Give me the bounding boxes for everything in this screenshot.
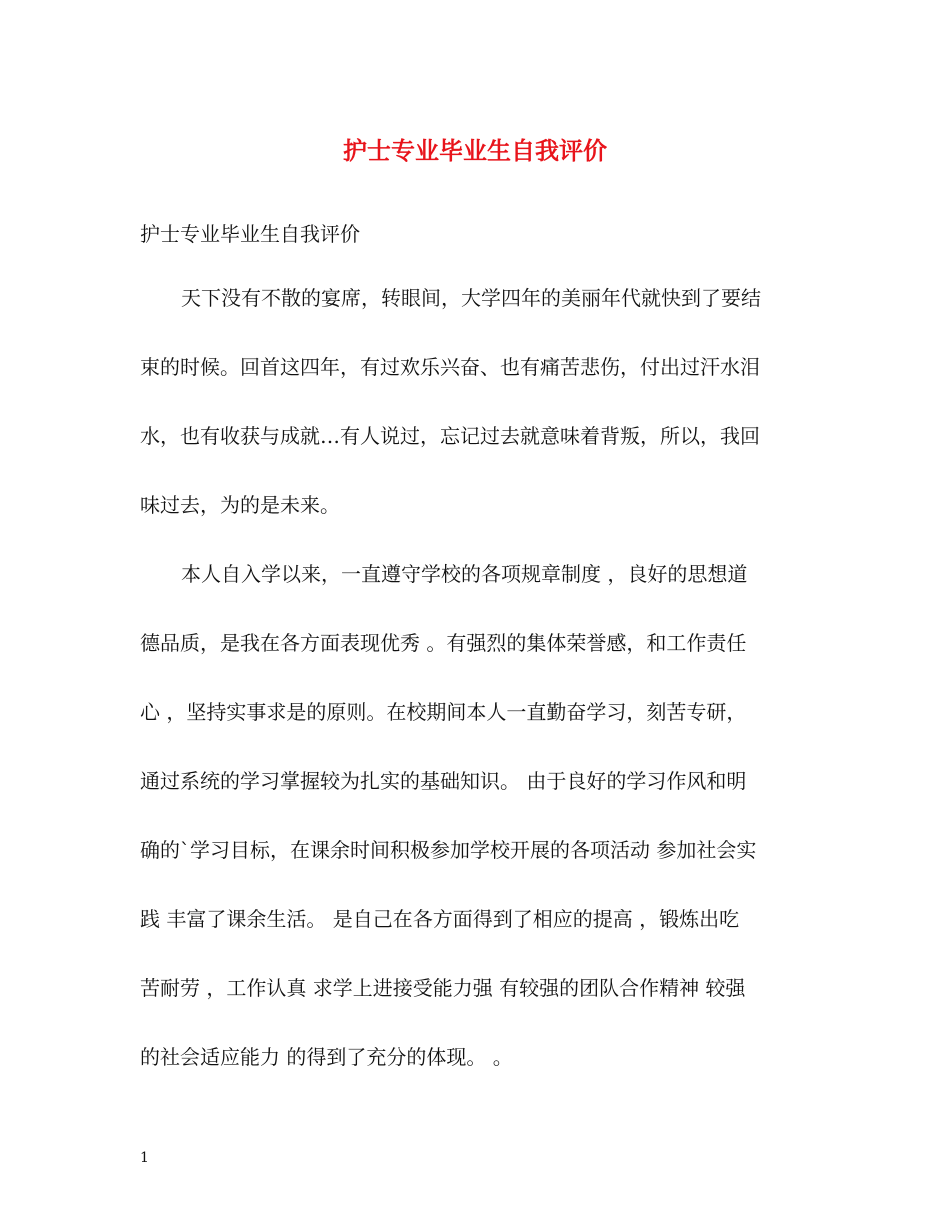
paragraph-line: 德品质，是我在各方面表现优秀 。有强烈的集体荣誉感，和工作责任	[140, 631, 747, 655]
paragraph-line: 味过去，为的是未来。	[140, 493, 340, 517]
document-title: 护士专业毕业生自我评价	[343, 136, 607, 165]
paragraph-line: 本人自入学以来，一直遵守学校的各项规章制度 ，良好的思想道	[181, 562, 748, 586]
paragraph-line: 践 丰富了课余生活。 是自己在各方面得到了相应的提高 ，锻炼出吃	[140, 907, 740, 931]
paragraph-line: 天下没有不散的宴席，转眼间，大学四年的美丽年代就快到了要结	[181, 286, 761, 310]
paragraph-line: 水，也有收获与成就…有人说过，忘记过去就意味着背叛，所以，我回	[140, 424, 760, 448]
paragraph-line: 通过系统的学习掌握较为扎实的基础知识。 由于良好的学习作风和明	[140, 769, 747, 793]
paragraph-line: 心 ，坚持实事求是的原则。在校期间本人一直勤奋学习，刻苦专研，	[140, 700, 747, 724]
paragraph-line: 确的`学习目标，在课余时间积极参加学校开展的各项活动 参加社会实	[140, 838, 757, 862]
paragraph-line: 苦耐劳 ，工作认真 求学上进接受能力强 有较强的团队合作精神 较强	[140, 976, 746, 1000]
paragraph-line: 束的时候。回首这四年，有过欢乐兴奋、也有痛苦悲伤，付出过汗水泪	[140, 355, 760, 379]
page-number: 1	[140, 1150, 149, 1166]
paragraph-line: 的社会适应能力 的得到了充分的体现。 。	[140, 1045, 513, 1069]
document-subtitle: 护士专业毕业生自我评价	[140, 222, 360, 246]
